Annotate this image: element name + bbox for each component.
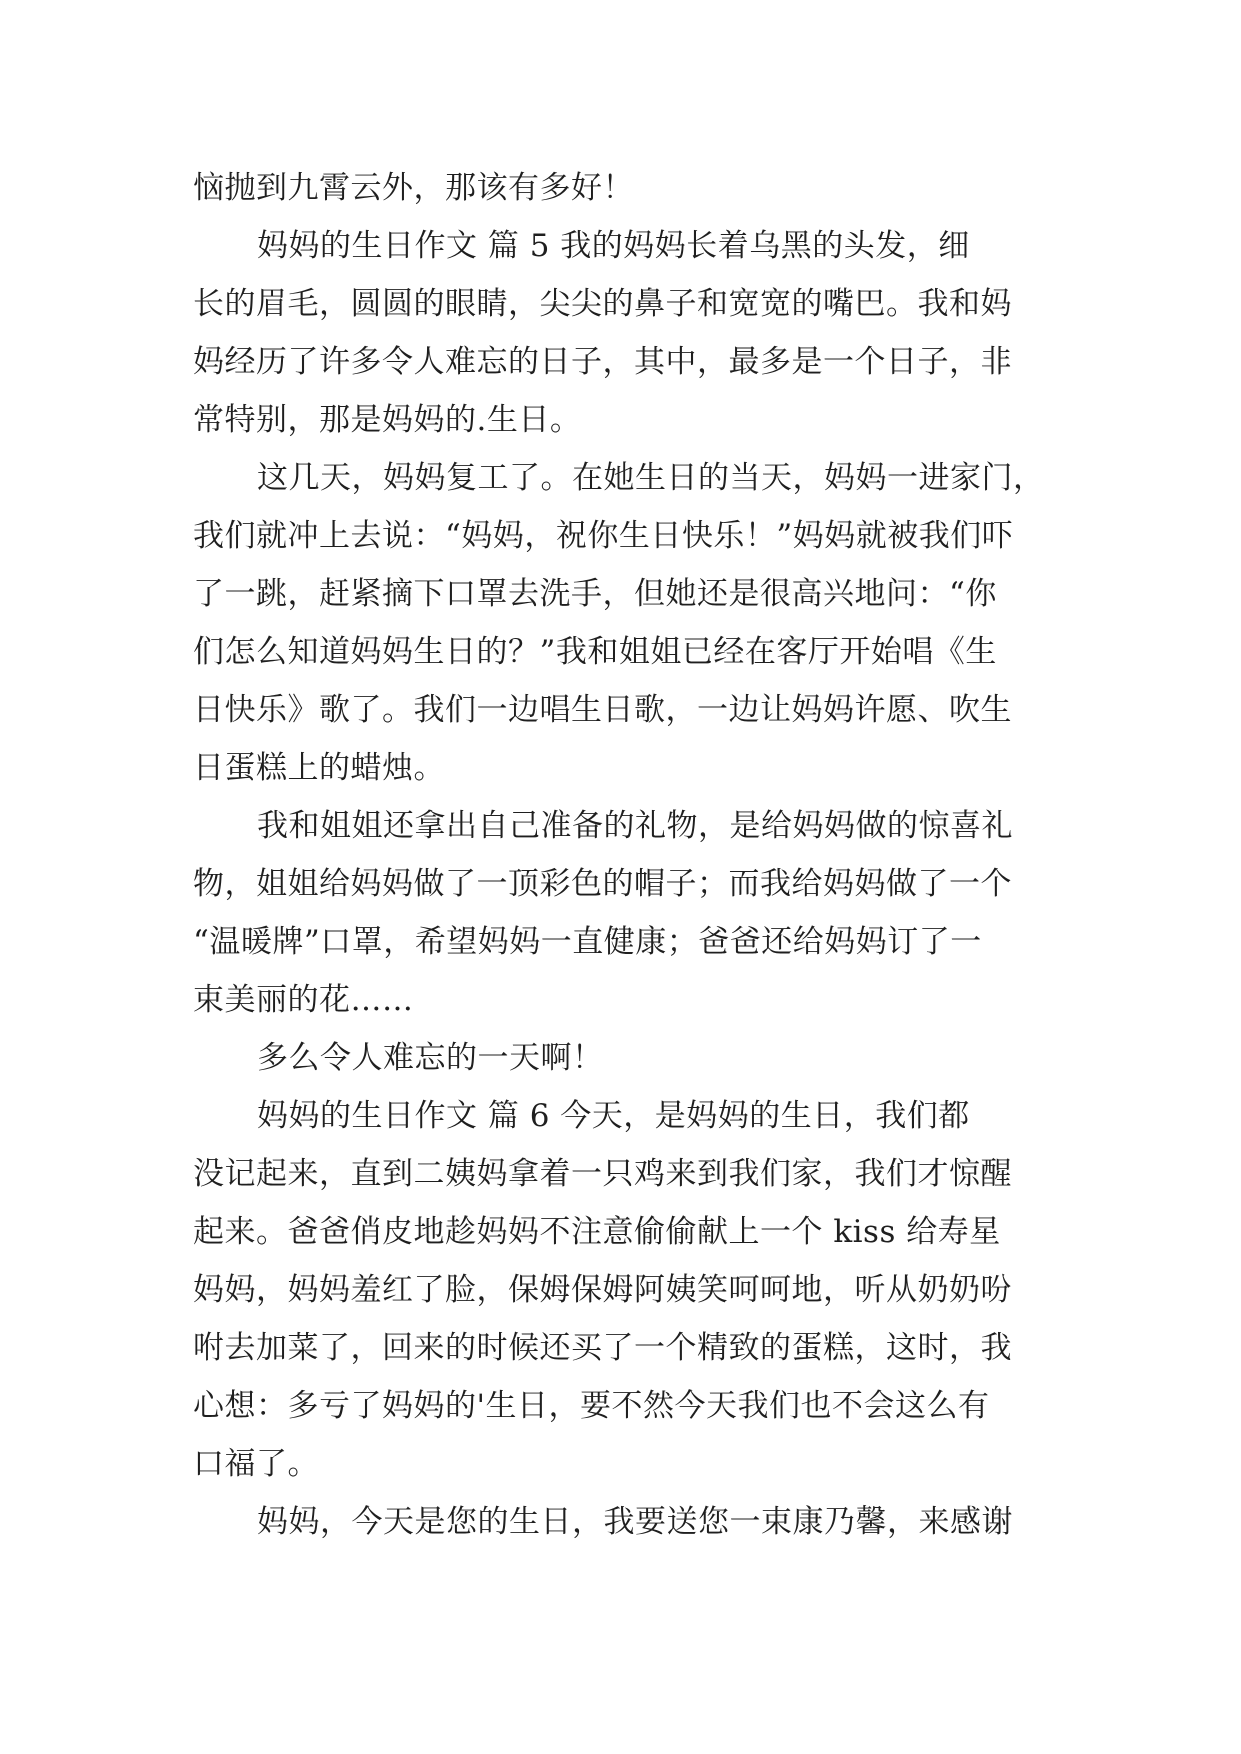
paragraph-start-line: 多么令人难忘的一天啊！ [257, 1040, 604, 1076]
text-line: 没记起来，直到二姨妈拿着一只鸡来到我们家，我们才惊醒 [193, 1156, 1012, 1192]
text-line: 束美丽的花…… [193, 982, 414, 1018]
text-line: 日蛋糕上的蜡烛。 [193, 750, 445, 786]
text-line: 了一跳，赶紧摘下口罩去洗手，但她还是很高兴地问：“你 [193, 576, 997, 612]
paragraph-start-line: 妈妈，今天是您的生日，我要送您一束康乃馨，来感谢 [257, 1504, 1013, 1540]
text-line: 我们就冲上去说：“妈妈，祝你生日快乐！”妈妈就被我们吓 [193, 518, 1014, 554]
text-line: 妈妈，妈妈羞红了脸，保姆保姆阿姨笑呵呵地，听从奶奶吩 [193, 1272, 1012, 1308]
text-line: 常特别，那是妈妈的.生日。 [193, 402, 582, 438]
text-line: 心想：多亏了妈妈的'生日，要不然今天我们也不会这么有 [193, 1388, 990, 1424]
text-line: 们怎么知道妈妈生日的？”我和姐姐已经在客厅开始唱《生 [193, 634, 997, 670]
text-line: 物，姐姐给妈妈做了一顶彩色的帽子；而我给妈妈做了一个 [193, 866, 1012, 902]
text-line: 妈经历了许多令人难忘的日子，其中，最多是一个日子，非 [193, 344, 1012, 380]
section-heading-line: 妈妈的生日作文 篇 6 今天，是妈妈的生日，我们都 [257, 1098, 970, 1134]
text-line: 长的眉毛，圆圆的眼睛，尖尖的鼻子和宽宽的嘴巴。我和妈 [193, 286, 1012, 322]
text-line: “温暖牌”口罩，希望妈妈一直健康；爸爸还给妈妈订了一 [193, 924, 982, 960]
text-line: 日快乐》歌了。我们一边唱生日歌，一边让妈妈许愿、吹生 [193, 692, 1012, 728]
text-line: 恼抛到九霄云外，那该有多好！ [193, 170, 634, 206]
text-line: 咐去加菜了，回来的时候还买了一个精致的蛋糕，这时，我 [193, 1330, 1012, 1366]
paragraph-start-line: 我和姐姐还拿出自己准备的礼物，是给妈妈做的惊喜礼 [257, 808, 1013, 844]
section-heading-line: 妈妈的生日作文 篇 5 我的妈妈长着乌黑的头发，细 [257, 228, 970, 264]
paragraph-start-line: 这几天，妈妈复工了。在她生日的当天，妈妈一进家门， [257, 460, 1045, 496]
text-line: 起来。爸爸俏皮地趁妈妈不注意偷偷献上一个 kiss 给寿星 [193, 1214, 1001, 1250]
text-line: 口福了。 [193, 1446, 319, 1482]
